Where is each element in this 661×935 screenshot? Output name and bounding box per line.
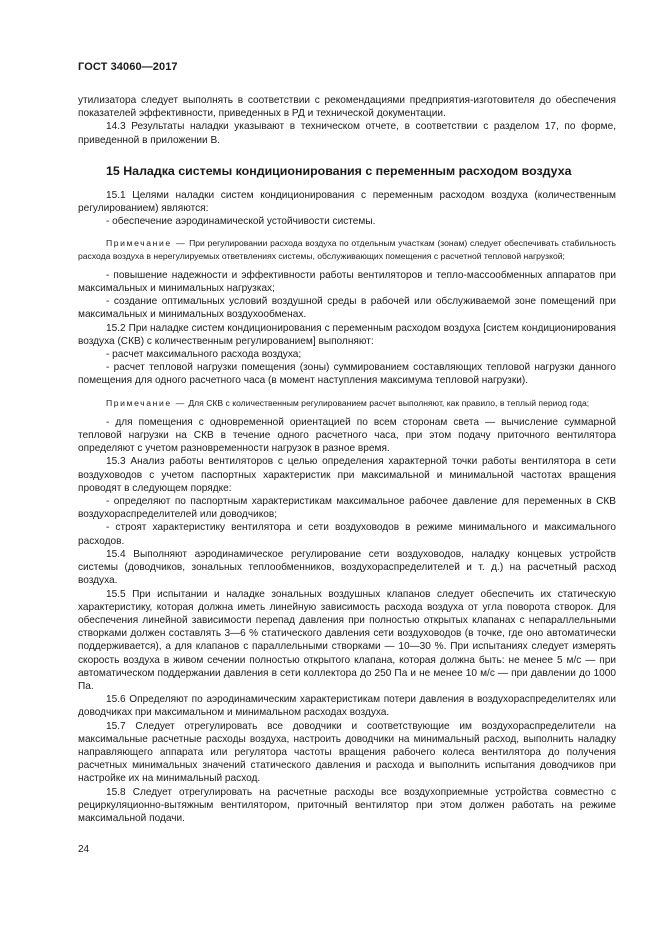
paragraph-15-5: 15.5 При испытании и наладке зональных воздушных клапанов следует обеспечить их статическую характеристику, которая должна иметь линейную зависимость расхода воздуха от угла поворота створок. Для обеспечения линейной зависимости перепад давления при полностью открытых клапанах с непараллельными створками должен составлять 3—6 % статического давления сети воздуховодов (в точке, где оно автоматически поддерживается), а для клапанов с параллельными створками — 10—30 %. При испытаниях следует измерять скорость воздуха в живом сечении полностью открытого клапана, которая должна быть: не менее 5 м/с — при автоматическом поддержании давления в сети коллектора до 250 Па и не менее 10 м/с — при давлении до 1000 Па. <box>78 588 616 692</box>
list-item: - строят характеристику вентилятора и сети воздуховодов в режиме минимального и максимального расходов. <box>78 522 616 547</box>
note-text: При регулировании расхода воздуха по отдельным участкам (зонам) следует обеспечивать стабильность расхода воздуха в нерегулируемых ответвлениях системы, обслуживающих помещения с расчетной тепловой нагрузкой; <box>78 238 616 261</box>
document-id-header: ГОСТ 34060—2017 <box>78 61 178 73</box>
note <box>78 237 616 261</box>
note <box>78 397 616 409</box>
paragraph-15-6: 15.6 Определяют по аэродинамическим характеристикам потери давления в воздухораспределителях или доводчиках при максимальном и минимальном расходах воздуха. <box>78 694 616 719</box>
paragraph-15-4: 15.4 Выполняют аэродинамическое регулирование сети воздуховодов, наладку концевых устройств системы (доводчиков, зональных теплообменников, воздухораспределителей и т. д.) на расчетный расход воздуха. <box>78 548 616 587</box>
paragraph-14-3: 14.3 Результаты наладки указывают в техническом отчете, в соответствии с разделом 17, по форме, приведенной в приложении В. <box>78 121 616 146</box>
note-text: Для СКВ с количественным регулированием расчет выполняют, как правило, в теплый период года; <box>188 397 590 408</box>
paragraph-15-2: 15.2 При наладке систем кондиционирования с переменным расходом воздуха [систем кондиционирования воздуха (СКВ) с количественным регулированием] выполняют: <box>78 322 616 347</box>
paragraph-15-7: 15.7 Следует отрегулировать все доводчики и соответствующие им воздухораспределители на максимальные расчетные расходы воздуха, настроить доводчики на минимальный расход, выполнить наладку направляющего аппарата или регулятора частоты вращения рабочего колеса вентилятора до получения расчетных минимальных значений статического давления и расхода и выполнить испытания доводчиков при настройке их на минимальный расход. <box>78 720 616 785</box>
list-item: - для помещения с одновременной ориентацией по всем сторонам света — вычисление суммарной тепловой нагрузки на СКВ в течение одного расчетного часа, при этом подачу приточного вентилятора определяют с учетом разновременности нагрузок в разное время. <box>78 416 616 455</box>
section-title: 15 Наладка системы кондиционирования с переменным расходом воздуха <box>106 163 572 178</box>
list-item: - определяют по паспортным характеристикам максимальное рабочее давление для переменных в СКВ воздухораспределителей или доводчиков; <box>78 496 616 521</box>
list-item: - расчет максимального расхода воздуха; <box>106 349 302 361</box>
paragraph-15-3: 15.3 Анализ работы вентиляторов с целью определения характерной точки работы вентилятора в сети воздуховодов с учетом паспортных характеристик при максимальной и минимальной частотах вращения проводят в следующем порядке: <box>78 456 616 494</box>
paragraph-15-1: 15.1 Целями наладки систем кондиционирования с переменным расходом воздуха (количественным регулированием) являются: <box>78 189 616 215</box>
list-item: - повышение надежности и эффективности работы вентиляторов и тепло-массообменных аппаратов при максимальных и минимальных нагрузках; <box>78 269 616 295</box>
paragraph-15-8: 15.8 Следует отрегулировать на расчетные расходы все воздухоприемные устройства совместно с рециркуляционно-вытяжным вентилятором, приточный вентилятор при этом должен работать на режиме максимальной подачи. <box>78 786 616 824</box>
page-number: 24 <box>78 844 90 855</box>
list-item: - расчет тепловой нагрузки помещения (зоны) суммированием составляющих тепловой нагрузки данного помещения для одного расчетного часа (в момент наступления максимума тепловой нагрузки). <box>78 362 616 387</box>
document-body <box>78 94 616 825</box>
list-item: - создание оптимальных условий воздушной среды в рабочей или обслуживаемой зоне помещений при максимальных и минимальных воздухообменах. <box>78 296 616 321</box>
note-label: Примечание — <box>106 397 186 408</box>
list-item: - обеспечение аэродинамической устойчивости системы. <box>106 216 376 228</box>
note-label: Примечание — <box>106 238 187 249</box>
paragraph: утилизатора следует выполнять в соответствии с рекомендациями предприятия-изготовителя до обеспечения показателей эффективности, приведенных в РД и технической документации. <box>78 95 616 120</box>
